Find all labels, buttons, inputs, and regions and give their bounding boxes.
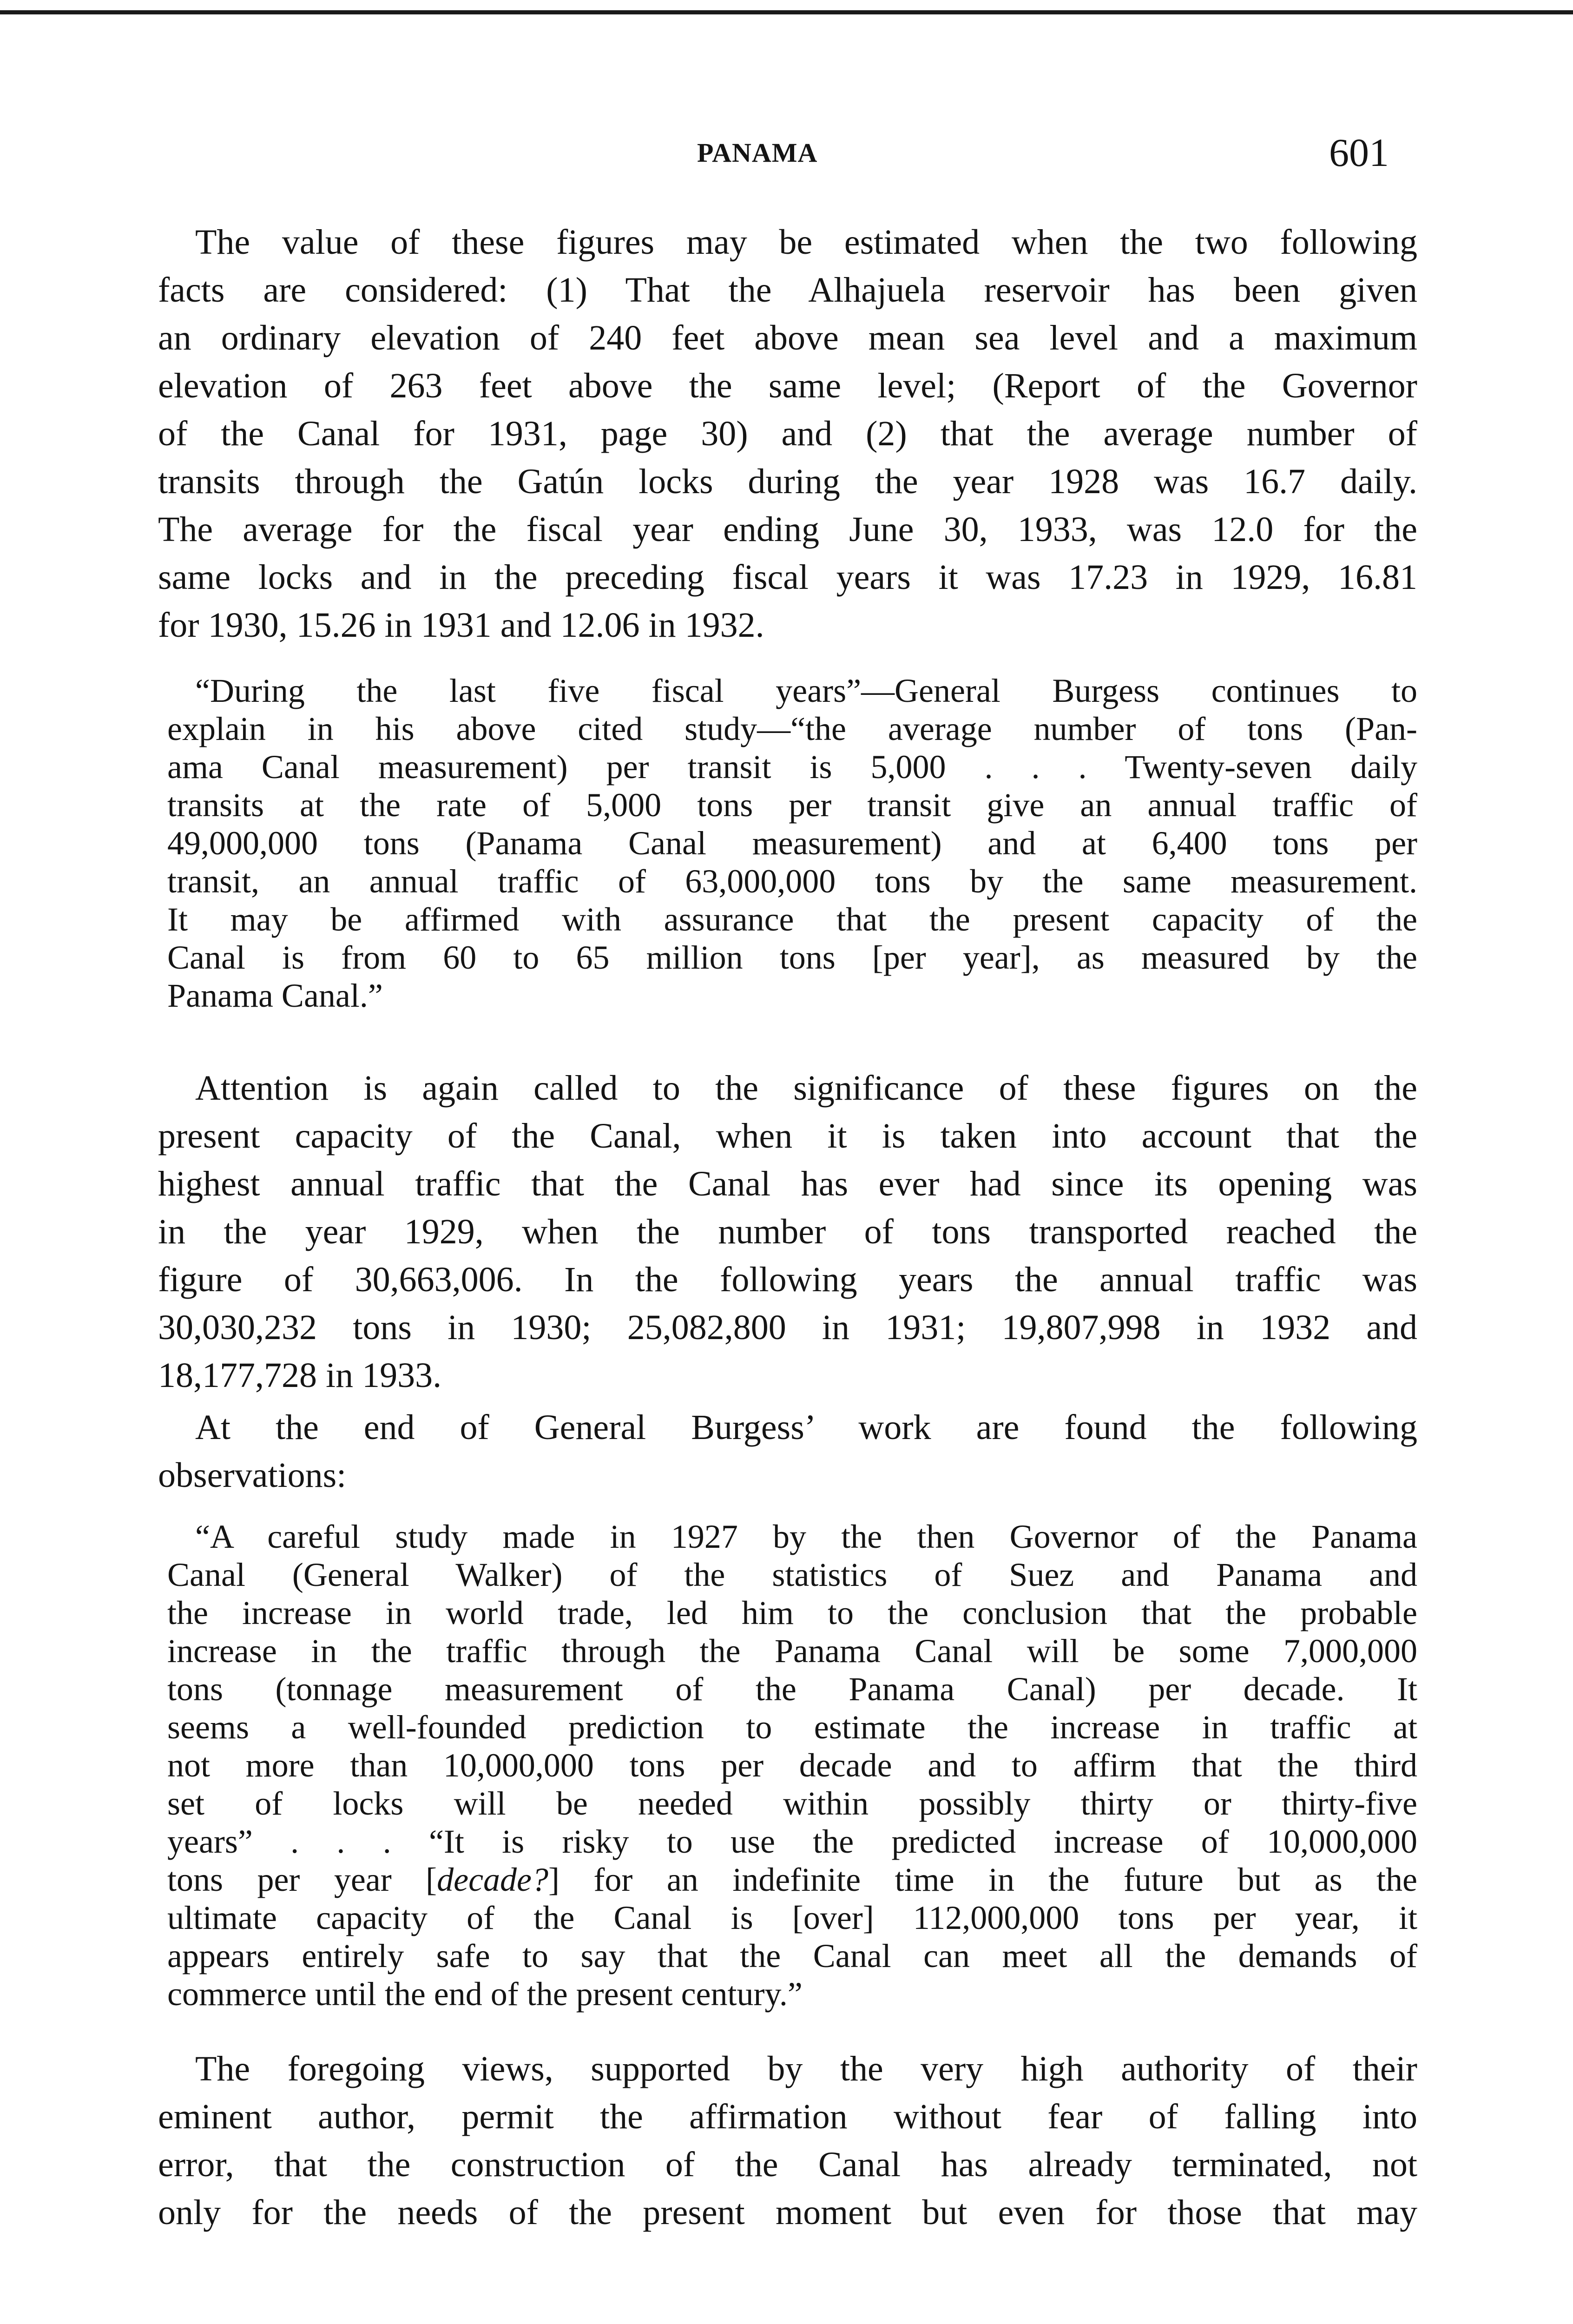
quote-line-with-italic — [167, 1861, 1417, 1899]
text-line: of the Canal for 1931, page 30) and (2) that the average number of — [158, 414, 1417, 453]
quote-line: Canal is from 60 to 65 million tons [per year], as measured by the — [167, 939, 1417, 976]
quote-line: 49,000,000 tons (Panama Canal measurement) and at 6,400 tons per — [167, 825, 1417, 862]
text-line: present capacity of the Canal, when it is taken into account that the — [158, 1116, 1417, 1155]
text-line: an ordinary elevation of 240 feet above mean sea level and a maximum — [158, 318, 1417, 357]
text-line: facts are considered: (1) That the Alhajuela reservoir has been given — [158, 271, 1417, 310]
quote-line: Canal (General Walker) of the statistics of Suez and Panama and — [167, 1556, 1417, 1593]
quote-line: ultimate capacity of the Canal is [over] 112,000,000 tons per year, it — [167, 1899, 1417, 1936]
quote-line: commerce until the end of the present century.” — [167, 1975, 803, 2013]
text-line: Attention is again called to the significance of these figures on the — [195, 1069, 1417, 1108]
running-head: PANAMA — [697, 138, 818, 168]
quote-line: seems a well-founded prediction to estimate the increase in traffic at — [167, 1709, 1417, 1746]
text-line: At the end of General Burgess’ work are found the following — [195, 1408, 1417, 1447]
paragraph-3 — [158, 1404, 1417, 1499]
quote-line: increase in the traffic through the Panama Canal will be some 7,000,000 — [167, 1632, 1417, 1670]
quote-text: tons per year [ — [167, 1861, 437, 1898]
quote-line: transit, an annual traffic of 63,000,000 tons by the same measurement. — [167, 863, 1417, 900]
quote-line: “During the last five fiscal years”—General Burgess continues to — [195, 672, 1417, 709]
text-line: in the year 1929, when the number of tons transported reached the — [158, 1212, 1417, 1251]
quotation-2 — [167, 1518, 1417, 2013]
paragraph-1 — [158, 218, 1417, 649]
quote-line: tons (tonnage measurement of the Panama Canal) per decade. It — [167, 1670, 1417, 1708]
paragraph-2 — [158, 1064, 1417, 1400]
paragraph-4 — [158, 2045, 1417, 2237]
quote-text: ] for an indefinite time in the future but as the — [548, 1861, 1417, 1898]
text-line: same locks and in the preceding fiscal years it was 17.23 in 1929, 16.81 — [158, 558, 1417, 597]
text-line: elevation of 263 feet above the same level; (Report of the Governor — [158, 366, 1417, 405]
text-line: eminent author, permit the affirmation without fear of falling into — [158, 2097, 1417, 2136]
quote-line: It may be affirmed with assurance that the present capacity of the — [167, 901, 1417, 938]
top-rule — [0, 10, 1573, 14]
text-line: only for the needs of the present moment but even for those that may — [158, 2193, 1417, 2232]
text-line: highest annual traffic that the Canal has ever had since its opening was — [158, 1164, 1417, 1203]
quote-line: explain in his above cited study—“the average number of tons (Pan- — [167, 710, 1417, 747]
italic-word: decade? — [437, 1861, 549, 1898]
quote-line: Panama Canal.” — [167, 977, 383, 1014]
text-line: 30,030,232 tons in 1930; 25,082,800 in 1931; 19,807,998 in 1932 and — [158, 1308, 1417, 1347]
text-line: The foregoing views, supported by the very high authority of their — [195, 2049, 1417, 2088]
quote-line: ama Canal measurement) per transit is 5,000 . . . Twenty-seven daily — [167, 748, 1417, 786]
text-line: figure of 30,663,006. In the following years the annual traffic was — [158, 1260, 1417, 1299]
page-number: 601 — [1329, 130, 1389, 175]
text-line: The value of these figures may be estimated when the two following — [195, 223, 1417, 262]
quote-line: the increase in world trade, led him to the conclusion that the probable — [167, 1594, 1417, 1631]
text-line: The average for the fiscal year ending June 30, 1933, was 12.0 for the — [158, 510, 1417, 549]
quote-line: set of locks will be needed within possibly thirty or thirty-five — [167, 1785, 1417, 1822]
quote-line: “A careful study made in 1927 by the then Governor of the Panama — [195, 1518, 1417, 1555]
text-line: transits through the Gatún locks during the year 1928 was 16.7 daily. — [158, 462, 1417, 501]
quote-line: appears entirely safe to say that the Canal can meet all the demands of — [167, 1937, 1417, 1974]
text-line: observations: — [158, 1456, 347, 1495]
quote-line: transits at the rate of 5,000 tons per transit give an annual traffic of — [167, 786, 1417, 824]
text-line: 18,177,728 in 1933. — [158, 1356, 442, 1395]
quotation-1 — [167, 672, 1417, 1015]
text-line: error, that the construction of the Canal has already terminated, not — [158, 2145, 1417, 2184]
quote-line: not more than 10,000,000 tons per decade and to affirm that the third — [167, 1747, 1417, 1784]
quote-line: years” . . . “It is risky to use the predicted increase of 10,000,000 — [167, 1823, 1417, 1860]
text-line: for 1930, 15.26 in 1931 and 12.06 in 1932. — [158, 606, 764, 645]
